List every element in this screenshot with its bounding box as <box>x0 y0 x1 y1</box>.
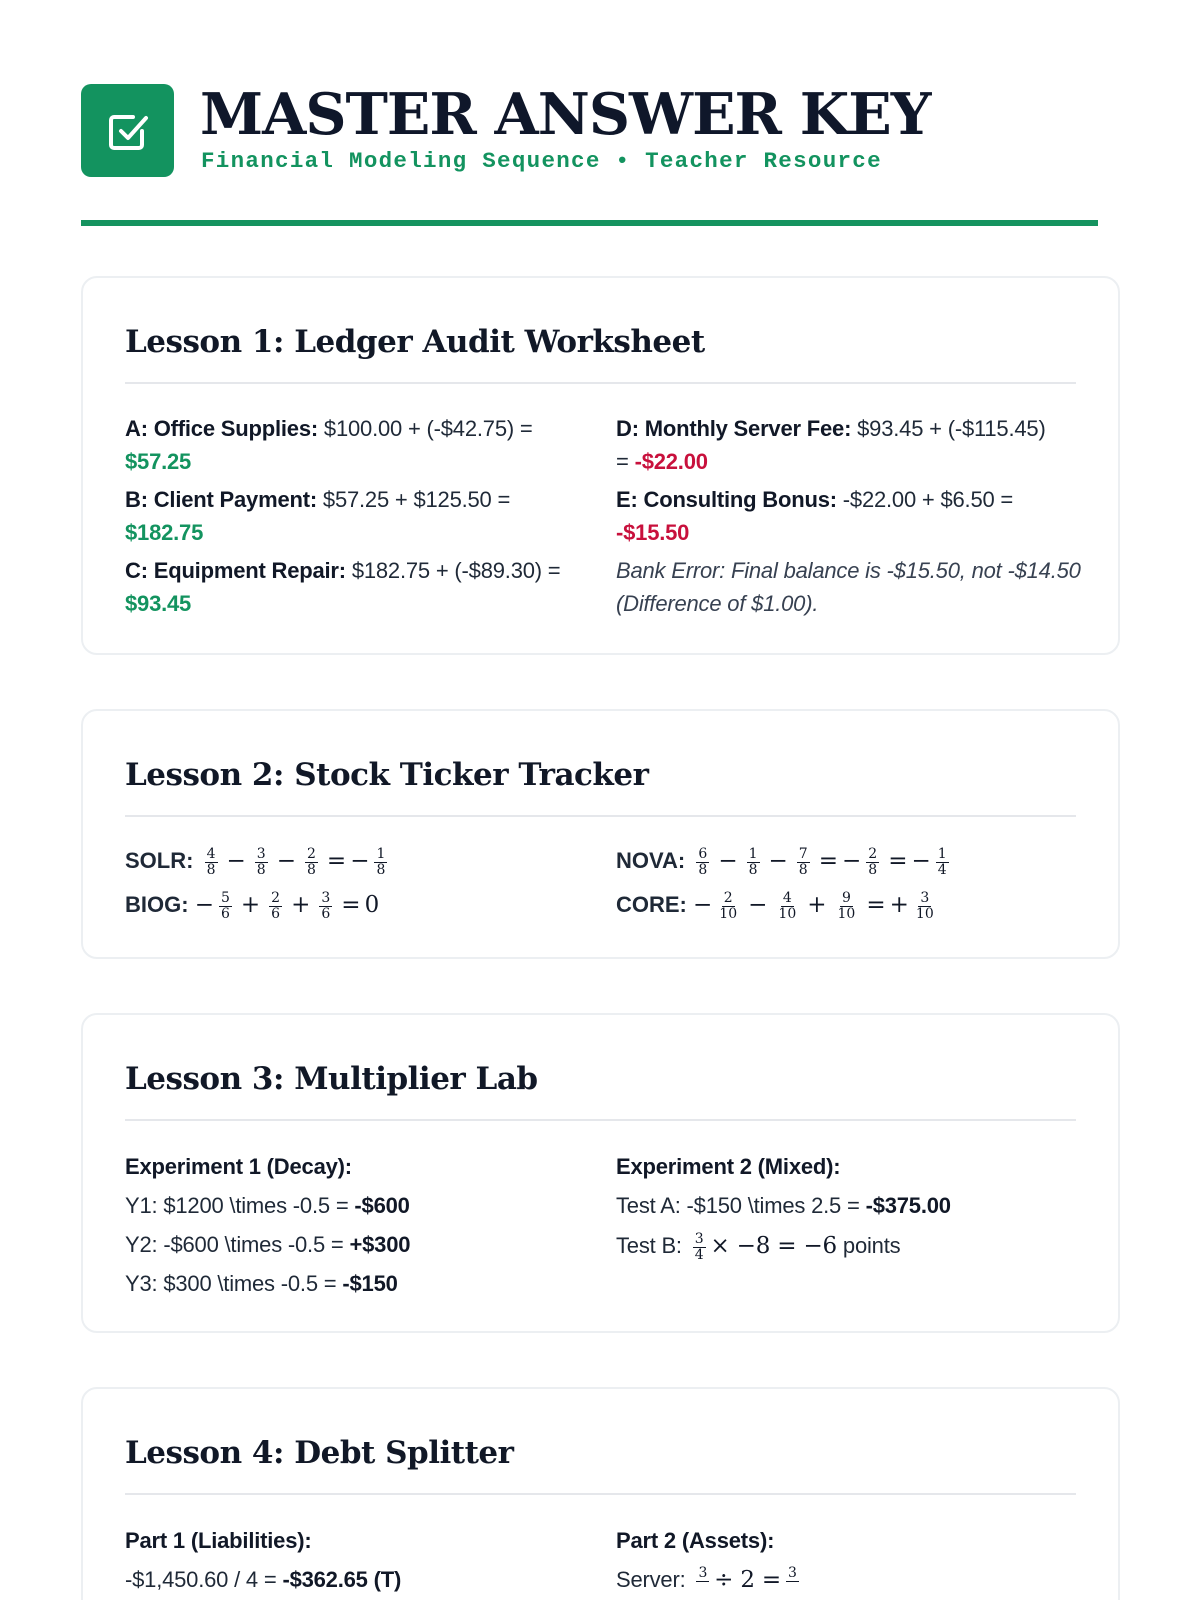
entry-d-result: -$22.00 <box>634 449 708 474</box>
entry-c-result: $93.45 <box>125 591 192 616</box>
logo <box>81 84 174 177</box>
lesson-3-title: Lesson 3: Multiplier Lab <box>125 1059 1076 1121</box>
lesson-2-card <box>81 709 1120 959</box>
entry-b-result: $182.75 <box>125 520 204 545</box>
checkbox-icon <box>104 107 152 155</box>
y2-line: Y2: -$600 \times -0.5 = +$300 <box>125 1232 411 1257</box>
part-1-line: -$1,450.60 / 4 = -$362.65 (T) <box>125 1567 402 1592</box>
y3-line: Y3: $300 \times -0.5 = -$150 <box>125 1271 398 1296</box>
experiment-2-title: Experiment 2 (Mixed): <box>616 1154 841 1179</box>
page-title: MASTER ANSWER KEY <box>200 81 931 148</box>
y1-line: Y1: $1200 \times -0.5 = -$600 <box>125 1193 410 1218</box>
solr-line: SOLR: $\frac{4}{8}$ − $\frac{3}{8}$ − $\frac{2}{8}$ = − $\frac{1}{8}$ <box>125 845 386 878</box>
part-1-title: Part 1 (Liabilities): <box>125 1528 312 1553</box>
entry-e-result: -$15.50 <box>616 520 690 545</box>
part-2-title: Part 2 (Assets): <box>616 1528 775 1553</box>
lesson-1-card <box>81 276 1120 655</box>
biog-line: BIOG: − $\frac{5}{6}$ + $\frac{2}{6}$ + $\frac{3}{6}$ = 0 <box>125 889 380 922</box>
nova-line: NOVA: $\frac{6}{8}$ − $\frac{1}{8}$ − $\frac{7}{8}$ = − $\frac{2}{8}$ = − $\frac{1}{4}$ <box>616 845 947 878</box>
entry-a: A: Office Supplies: $100.00 + (-$42.75) = $57.25 <box>125 416 533 474</box>
core-line: CORE: − $\frac{2}{10}$ − $\frac{4}{10}$ + $\frac{9}{10}$ = + $\frac{3}{10}$ <box>616 889 934 922</box>
page-subtitle: Financial Modeling Sequence • Teacher Resource <box>201 148 882 174</box>
lesson-4-card <box>81 1387 1120 1600</box>
experiment-1-title: Experiment 1 (Decay): <box>125 1154 352 1179</box>
lesson-2-title: Lesson 2: Stock Ticker Tracker <box>125 755 1076 817</box>
entry-b: B: Client Payment: $57.25 + $125.50 = $182.75 <box>125 487 511 545</box>
test-b-line: Test B: $\frac{3}{4}$ × −8 = −6 points <box>616 1230 901 1263</box>
entry-a-result: $57.25 <box>125 449 192 474</box>
lesson-1-title: Lesson 1: Ledger Audit Worksheet <box>125 322 1076 384</box>
entry-d: D: Monthly Server Fee: $93.45 + (-$115.45) = -$22.00 <box>616 416 1046 474</box>
page-header <box>81 81 1098 226</box>
bank-error-note: Bank Error: Final balance is -$15.50, not -$14.50 (Difference of $1.00). <box>616 558 1081 616</box>
test-a-line: Test A: -$150 \times 2.5 = -$375.00 <box>616 1193 951 1218</box>
entry-c: C: Equipment Repair: $182.75 + (-$89.30) = $93.45 <box>125 558 561 616</box>
entry-e: E: Consulting Bonus: -$22.00 + $6.50 = -$15.50 <box>616 487 1014 545</box>
part-2-line: Server: 3 ÷ 2 = 3 <box>616 1564 797 1593</box>
lesson-4-title: Lesson 4: Debt Splitter <box>125 1433 1076 1495</box>
lesson-3-card <box>81 1013 1120 1333</box>
